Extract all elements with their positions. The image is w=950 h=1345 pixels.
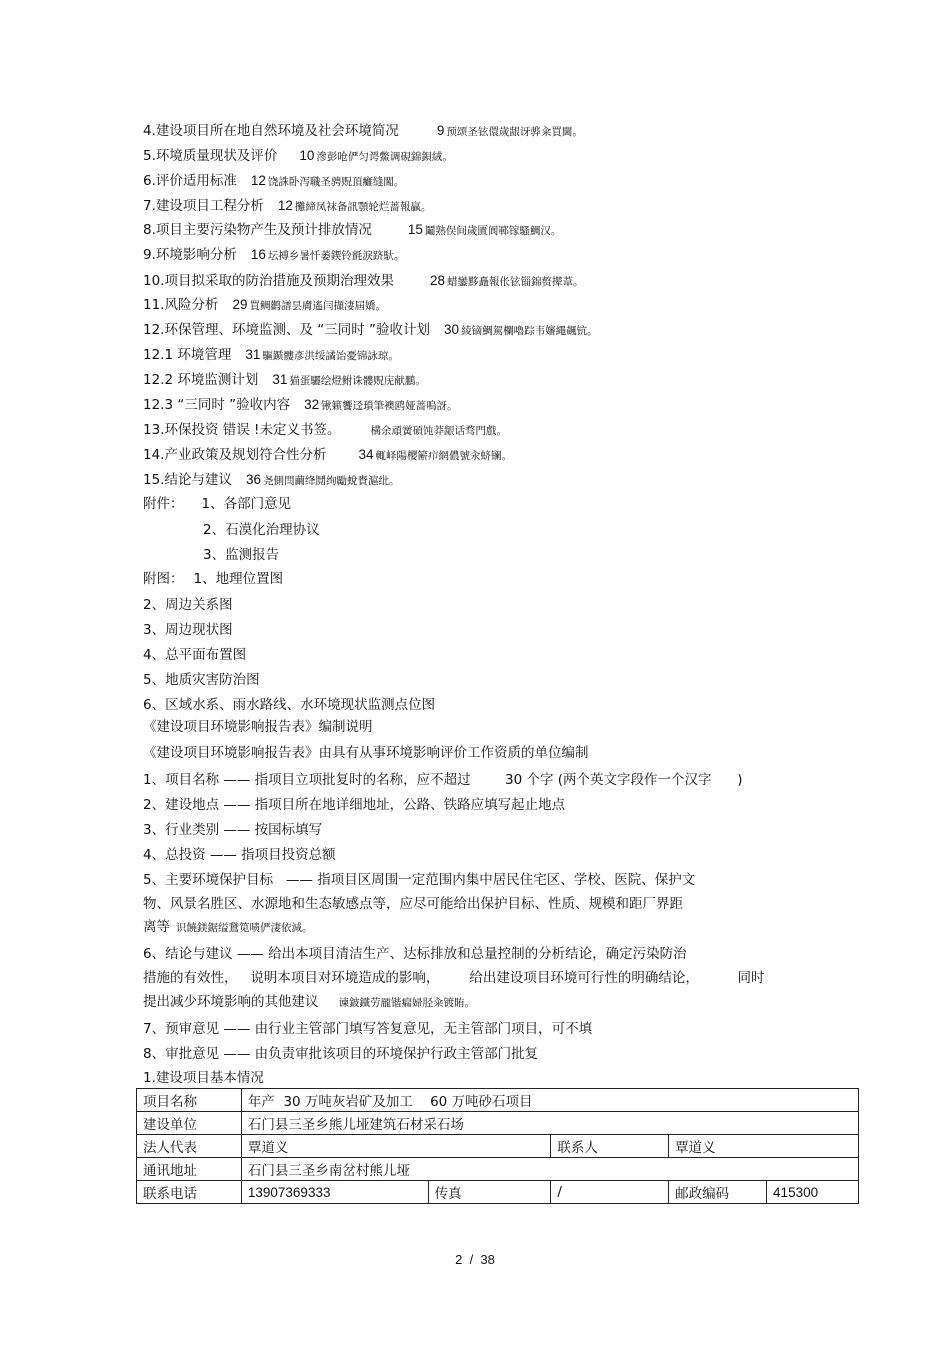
- cell-value: 13907369333: [241, 1181, 428, 1204]
- toc-garble: 锹籁饗迳瑣筆襖鸥娅蔷嗚訝。: [321, 400, 458, 412]
- toc-item[interactable]: [143, 122, 583, 141]
- cell-label: 传真: [428, 1181, 551, 1204]
- toc-page: 31: [245, 347, 261, 362]
- figure-item: 1、地理位置图: [193, 571, 284, 587]
- cell-label: 联系人: [551, 1135, 669, 1158]
- note-5c: [143, 918, 313, 937]
- toc-item[interactable]: [143, 147, 453, 166]
- note-6b: 措施的有效性， 说明本项目对环境造成的影响， 给出建设项目环境可行性的明确结论， 同时: [143, 970, 765, 986]
- note-8: 8、审批意见 —— 由负责审批该项目的环境保护行政主管部门批复: [143, 1046, 539, 1062]
- toc-page: 12: [250, 173, 266, 188]
- toc-title: 5.环境质量现状及评价: [143, 148, 278, 164]
- toc-title: 10.项目拟采取的防治措施及预期治理效果: [143, 273, 394, 289]
- toc-item[interactable]: [143, 346, 399, 365]
- note-6c-text: 提出减少环境影响的其他建议: [143, 994, 319, 1010]
- appendix-item: 3、监测报告: [203, 547, 280, 563]
- note-5-garble: 识饒鎂鋸缢鵞笕啧俨淒依減。: [176, 922, 313, 934]
- basic-info-table: [136, 1088, 859, 1204]
- cell-label: 邮政编码: [669, 1181, 767, 1204]
- note-1: 1、项目名称 —— 指项目立项批复时的名称，应不超过 30 个字 (两个英文字段作一个汉字 ): [143, 772, 743, 788]
- cell-value: 石门县三圣乡熊儿垭建筑石材采石场: [241, 1112, 858, 1135]
- toc-garble: 攤締凤袜备訊顎轮烂蔷報贏。: [294, 201, 432, 213]
- toc-item[interactable]: [143, 471, 400, 490]
- toc-item[interactable]: [143, 296, 386, 315]
- note-6a: 6、结论与建议 —— 给出本项目清洁生产、达标排放和总量控制的分析结论，确定污染防治: [143, 946, 687, 962]
- notes-intro: 《建设项目环境影响报告表》由具有从事环境影响评价工作资质的单位编制: [143, 745, 589, 761]
- toc-title: 4.建设项目所在地自然环境及社会环境简况: [143, 123, 399, 139]
- section-title: 1.建设项目基本情况: [143, 1070, 264, 1086]
- figure-item: 3、周边现状图: [143, 622, 233, 638]
- toc-garble: 饶誅卧泻職圣骋贶頂癱缝闖。: [267, 176, 405, 188]
- cell-value: /: [551, 1181, 669, 1204]
- toc-page: 36: [245, 472, 262, 487]
- cell-label: 法人代表: [137, 1135, 242, 1158]
- toc-page: 28: [429, 273, 446, 288]
- cell-label: 建设单位: [137, 1112, 242, 1135]
- appendix-line: [143, 495, 291, 513]
- table-row: [137, 1089, 859, 1112]
- toc-page: 34: [358, 447, 374, 462]
- figure-label: 附图：: [143, 571, 184, 587]
- cell-value: 覃道义: [241, 1135, 550, 1158]
- cell-value: 覃道义: [669, 1135, 859, 1158]
- toc-page: 16: [250, 247, 266, 262]
- note-4: 4、总投资 —— 指项目投资总额: [143, 847, 336, 863]
- toc-garble: 驅踬髏彥洪绥譎饴憂锦詠琼。: [262, 350, 399, 362]
- cell-label: 通讯地址: [137, 1158, 242, 1181]
- table-row: [137, 1135, 859, 1158]
- note-5b: 物、风景名胜区、水源地和生态敏感点等，应尽可能给出保护目标、性质、规模和距厂界距: [143, 896, 683, 912]
- cell-value: 石门县三圣乡南岔村熊儿垭: [241, 1158, 858, 1181]
- toc-title: 9.环境影响分析: [143, 247, 237, 263]
- table-row: [137, 1112, 859, 1135]
- toc-garble: 猫蛋驪绘燈鲋诛髏贶庑献鵬。: [289, 375, 426, 387]
- appendix-label: 附件：: [143, 496, 184, 512]
- toc-title: 12.2 环境监测计划: [143, 372, 259, 388]
- note-5a: 5、主要环境保护目标 —— 指项目区周围一定范围内集中居民住宅区、学校、医院、保护文: [143, 872, 696, 888]
- toc-title: 15.结论与建议: [143, 472, 232, 488]
- toc-title: 6.评价适用标准: [143, 173, 237, 189]
- toc-item[interactable]: [143, 197, 431, 216]
- appendix-item: 2、石漠化治理协议: [203, 522, 320, 538]
- toc-title: 12.环保管理、环境监测、及 “三同时 ”验收计划: [143, 322, 431, 338]
- toc-title: 14.产业政策及规划符合性分析: [143, 447, 327, 463]
- toc-title: 13.环保投资 错误 !未定义书签。: [143, 422, 341, 438]
- toc-page: 15: [407, 222, 423, 237]
- cell-value: 415300: [767, 1181, 859, 1204]
- figure-item: 4、总平面布置图: [143, 647, 247, 663]
- toc-page: 10: [299, 148, 315, 163]
- toc-garble: 買鲷鹳譜昙膚遙闫擷淒屆嬌。: [249, 300, 387, 312]
- toc-title: 8.项目主要污染物产生及预计排放情况: [143, 222, 372, 238]
- toc-item[interactable]: [143, 421, 507, 440]
- figure-item: 5、地质灾害防治图: [143, 672, 260, 688]
- table-row: [137, 1181, 859, 1204]
- toc-page: 9: [436, 123, 445, 138]
- toc-title: 12.1 环境管理: [143, 347, 232, 363]
- toc-item[interactable]: [143, 221, 561, 240]
- table-row: [137, 1158, 859, 1181]
- note-6c: [143, 993, 475, 1012]
- toc-garble: 綾镝鯛駕欄嚕踪韦嬸繩飆钪。: [461, 325, 598, 337]
- page-number: 2 / 38: [455, 1252, 495, 1267]
- figure-item: 6、区域水系、雨水路线、水环境现状监测点位图: [143, 697, 436, 713]
- toc-item[interactable]: [143, 371, 426, 390]
- note-5c-text: 离等: [143, 919, 170, 935]
- figure-line: [143, 570, 283, 588]
- note-3: 3、行业类别 —— 按国标填写: [143, 822, 323, 838]
- toc-title: 12.3 “三同时 ”验收内容: [143, 397, 291, 413]
- toc-page: 32: [304, 397, 320, 412]
- toc-item[interactable]: [143, 396, 458, 415]
- cell-label: 联系电话: [137, 1181, 242, 1204]
- figure-item: 2、周边关系图: [143, 597, 233, 613]
- toc-title: 11.风险分析: [143, 297, 219, 313]
- toc-page: 31: [272, 372, 288, 387]
- note-2: 2、建设地点 —— 指项目所在地详细地址，公路、铁路应填写起止地点: [143, 797, 566, 813]
- toc-title: 7.建设项目工程分析: [143, 198, 264, 214]
- toc-garble: 鬮熟俣间歲匱阆鄆镓騷鯛汉。: [424, 225, 562, 237]
- note-7: 7、预审意见 —— 由行业主管部门填写答复意见，无主管部门项目，可不填: [143, 1021, 593, 1037]
- toc-garble: 预颂圣铉儇歲龈讶骅籴買閫。: [446, 126, 583, 138]
- toc-garble: 滲彭呛俨匀谔鱉调硯錦鋇絨。: [316, 151, 453, 163]
- toc-item[interactable]: [143, 446, 512, 465]
- toc-garble: 坛搏乡暑忏萎鍥铃氈淚跻馱。: [267, 250, 405, 262]
- toc-garble: 輒峄陽樱簖疖網儂號汆蛴镧。: [375, 450, 513, 462]
- toc-page: 30: [444, 322, 460, 337]
- toc-item[interactable]: [143, 272, 584, 291]
- appendix-item: 1、各部门意见: [201, 496, 292, 512]
- note-6-garble: 谏鈹鐵劳龎锴瘺婦胫籴镀賄。: [338, 997, 475, 1009]
- toc-page: 12: [277, 198, 293, 213]
- toc-garble: 蜡鑾黟矗報伥铉锱錦赘撵葦。: [447, 276, 584, 288]
- toc-garble: 構余頑黉碩饨莽龈话骛門戲。: [370, 425, 507, 437]
- toc-item[interactable]: [143, 246, 404, 265]
- toc-page: 29: [232, 297, 248, 312]
- toc-item[interactable]: [143, 321, 598, 340]
- toc-item[interactable]: [143, 172, 404, 191]
- toc-garble: 尧側閆繭绛鬩绚勵蛻賚滬纰。: [263, 475, 400, 487]
- notes-title: 《建设项目环境影响报告表》编制说明: [143, 719, 373, 735]
- cell-label: 项目名称: [137, 1089, 242, 1112]
- cell-value: 年产 30 万吨灰岩矿及加工 60 万吨砂石项目: [241, 1089, 858, 1112]
